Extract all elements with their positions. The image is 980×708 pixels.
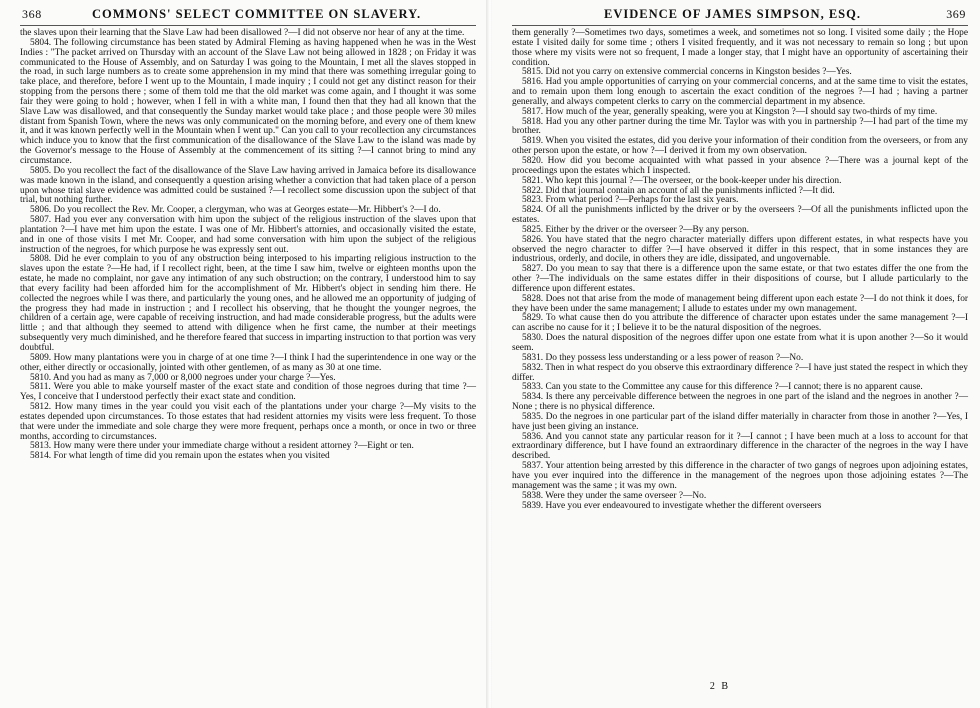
paragraph: 5808. Did he ever complain to you of any obstruction being interposed to his imparting religious instruction to the slaves upon the estate ?—He had, if I recollect right, been, at the time I saw him, twelve or eighteen months upon the estate, he made no complaint, nor gave any intimation of any such obstruction; on the contrary, I understood him to say that every facility had been afforded him for the accomplishment of Mr. Hibbert's object in sending him there. He collected the negroes while I was there, and particularly the young ones, and he allowed me an opportunity of judging of the progress they had made in instruction ; and I recollect his observing, that he thought the younger negroes, the children of a certain age, were capable of receiving instruction, and had made considerable progress, but the adults were little ; and that although they seemed to attend with diligence when he first came, the number at their meetings subsequently very much diminished, and he therefore feared that success in imparting instruction to that portion was very doubtful.	[20, 254, 476, 353]
paragraph: 5821. Who kept this journal ?—The overseer, or the book-keeper under his direction.	[522, 175, 842, 186]
right-header-rule	[512, 25, 968, 26]
paragraph: 5831. Do they possess less understanding or a less power of reason ?—No.	[522, 352, 804, 363]
paragraph: 5820. How did you become acquainted with what passed in your absence ?—There was a journal kept of the proceedings upon the estates which I inspected.	[512, 155, 968, 176]
paragraph: the slaves upon their learning that the Slave Law had been disallowed ?—I did not observe nor hear of any at the time.	[20, 28, 465, 38]
paragraph: them generally ?—Sometimes two days, sometimes a week, and sometimes not so long. I visited some daily ; the Hope estate I visited daily for some time ; others I visited frequently, and it was not necessary to remain so long ; but upon those where my visits were not so frequent, I made a longer stay, that I might have an opportunity of ascertaining their condition.	[512, 28, 968, 68]
paragraph: 5814. For what length of time did you remain upon the estates when you visited	[30, 451, 330, 462]
paragraph: 5832. Then in what respect do you observe this extraordinary difference ?—I have just stated the respect in which they differ.	[512, 362, 968, 383]
paragraph: 5815. Did not you carry on extensive commercial concerns in Kingston besides ?—Yes.	[522, 67, 852, 78]
paragraph: 5819. When you visited the estates, did you derive your information of their condition from the overseers, or from any other person upon the estate, or how ?—I derived it from my own observation.	[512, 136, 968, 157]
paragraph: 5809. How many plantations were you in charge of at one time ?—I think I had the superintendence in one way or the other, either directly or occasionally, jointed with other gentlemen, of as many as 30 at one time.	[20, 352, 476, 373]
right-page	[492, 0, 980, 708]
right-page-header	[514, 6, 966, 24]
paragraph: 5811. Were you able to make yourself master of the exact state and condition of those negroes during that time ?—Yes, I conceive that I understood perfectly their exact state and condition.	[20, 382, 476, 403]
paragraph: 5830. Does the natural disposition of the negroes differ upon one estate from what it is upon another ?—So it would seem.	[512, 333, 968, 353]
paragraph: 5812. How many times in the year could you visit each of the plantations under your charge ?—My visits to the estates depended upon circumstances. To those estates that had resident attornies my visits were less frequent. To those that were under the immediate and sole charge they were more frequent, perhaps once a month, or once in two or three months, according to circumstances.	[20, 402, 476, 442]
right-running-title: EVIDENCE OF JAMES SIMPSON, ESQ.	[604, 7, 861, 21]
left-header-rule	[20, 25, 476, 26]
signature-mark: 2 B	[709, 681, 730, 692]
right-page-number: 369	[946, 7, 966, 21]
left-page-number: 368	[22, 7, 42, 21]
paragraph: 5838. Were they under the same overseer ?—No.	[522, 490, 707, 501]
paragraph: 5833. Can you state to the Committee any cause for this difference ?—I cannot; there is no apparent cause.	[522, 382, 923, 393]
paragraph: 5835. Do the negroes in one particular part of the island differ materially in character from those in another ?—Yes, I have just been giving an instance.	[512, 411, 968, 432]
paragraph: 5807. Had you ever any conversation with him upon the subject of the religious instruction of the slaves upon that plantation ?—I have met him upon the estate. I was one of Mr. Hibbert's attornies, and occasionally visited the estate, and in one of those visits I met Mr. Cooper, and had some conversation with him upon the subject of the religious instruction of the negroes, for which purpose he was expressly sent out.	[20, 215, 476, 255]
paragraph: 5817. How much of the year, generally speaking, were you at Kingston ?—I should say two-thirds of my time.	[522, 106, 938, 117]
paragraph: 5823. From what period ?—Perhaps for the last six years.	[522, 195, 739, 206]
paragraph: 5810. And you had as many as 7,000 or 8,000 negroes under your charge ?—Yes.	[30, 372, 336, 383]
paragraph: 5822. Did that journal contain an account of all the punishments inflicted ?—It did.	[522, 185, 835, 196]
paragraph: 5839. Have you ever endeavoured to investigate whether the different overseers	[522, 500, 822, 511]
paragraph: 5813. How many were there under your immediate charge without a resident attorney ?—Eight or ten.	[30, 441, 414, 452]
paragraph: 5824. Of all the punishments inflicted by the driver or by the overseers ?—Of all the punishments inflicted upon the estates.	[512, 205, 968, 226]
paragraph: 5837. Your attention being arrested by this difference in the character of two gangs of negroes upon adjoining estates, have you ever inquired into the difference in the management of the negroes upon those adjoining estates ?—The management was the same ; it was my own.	[512, 461, 968, 491]
paragraph: 5827. Do you mean to say that there is a difference upon the same estate, or that two estates differ the one from the other ?—The individuals on the same estates differ in their dispositions of course, but I allude particularly to the difference upon different estates.	[512, 264, 968, 294]
paragraph: 5828. Does not that arise from the mode of management being different upon each estate ?—I do not think it does, for they have been under the same management; I allude to estates under my own management.	[512, 293, 968, 314]
left-running-title: COMMONS' SELECT COMMITTEE ON SLAVERY.	[92, 7, 422, 21]
paragraph: 5805. Do you recollect the fact of the disallowance of the Slave Law having arrived in Jamaica before its disallowance was made known in the island, and consequently a question arising whether a conviction that had taken place of a person upon whose trial slave evidence was admitted could be sustained ?—I recollect some discussion upon the subject of that trial, but nothing further.	[20, 165, 476, 206]
paragraph: 5825. Either by the driver or the overseer ?—By any person.	[522, 224, 750, 235]
paragraph: 5818. Had you any other partner during the time Mr. Taylor was with you in partnership ?—I had part of the time my brother.	[512, 116, 968, 137]
left-page-header	[22, 6, 474, 24]
paragraph: 5826. You have stated that the negro character materially differs upon different estates, in what respects have you observed the negro character to differ ?—I have observed it differ in this respect, that in some instances they are industrious, orderly, and docile, in others they are idle, dissipated, and ungovernable.	[512, 234, 968, 265]
left-page-body	[20, 29, 476, 462]
paragraph: 5834. Is there any perceivable difference between the negroes in one part of the island and the negroes in another ?—None ; there is no physical difference.	[512, 392, 968, 413]
paragraph: 5829. To what cause then do you attribute the difference of character upon estates under the same management ?—I can ascribe no cause for it ; I believe it to be the natural disposition of the negroes.	[512, 313, 968, 334]
paragraph: 5816. Had you ample opportunities of carrying on your commercial concerns, and at the same time to visit the estates, and to remain upon them long enough to ascertain the exact condition of the negroes ?—I had ; having a partner generally, and always competent clerks to carry on the commercial department in my absence.	[512, 77, 968, 107]
paragraph: 5806. Do you recollect the Rev. Mr. Cooper, a clergyman, who was at Georges estate—Mr. Hibbert's ?—I do.	[30, 205, 441, 216]
left-page	[0, 0, 488, 708]
right-page-body	[512, 29, 968, 511]
paragraph: 5804. The following circumstance has been stated by Admiral Fleming as having happened when he was in the West Indies : "The packet arrived on Thursday with an account of the Slave Law not being allowed in 1828 ; on Friday it was communicated to the House of Assembly, and on Saturday I was going to the Mountain, I met all the slaves stopped in the road, in such large numbers as to create some apprehension in my mind that there was something irregular going to take place, and therefore, before I went up to the Mountain, I made inquiry ; I could not get any distinct reason for their stopping from the persons there ; some of them told me that the old market was come again, and I thought it was some fair they were going to hold ; however, when I fell in with a white man, I found then that they had all known that the Slave Law was disallowed, and that consequently the Sunday market would take place ; and those people were 30 miles distant from Spanish Town, where the news was only communicated on the morning before, and every one of them knew it, and it was known perfectly well in the Mountain when I went up." Can you call to your recollection any circumstances which induce you to know that the first communication of the disallowance of the Slave Law to the island was made by the Governor's message to the House of Assembly at the commencement of its sitting ?—I cannot bring to mind any circumstance.	[20, 37, 476, 166]
paragraph: 5836. And you cannot state any particular reason for it ?—I cannot ; I have been much at a loss to account for that extraordinary difference, but I have found an extraordinary difference in the character of the negroes in the way I have described.	[512, 431, 968, 462]
